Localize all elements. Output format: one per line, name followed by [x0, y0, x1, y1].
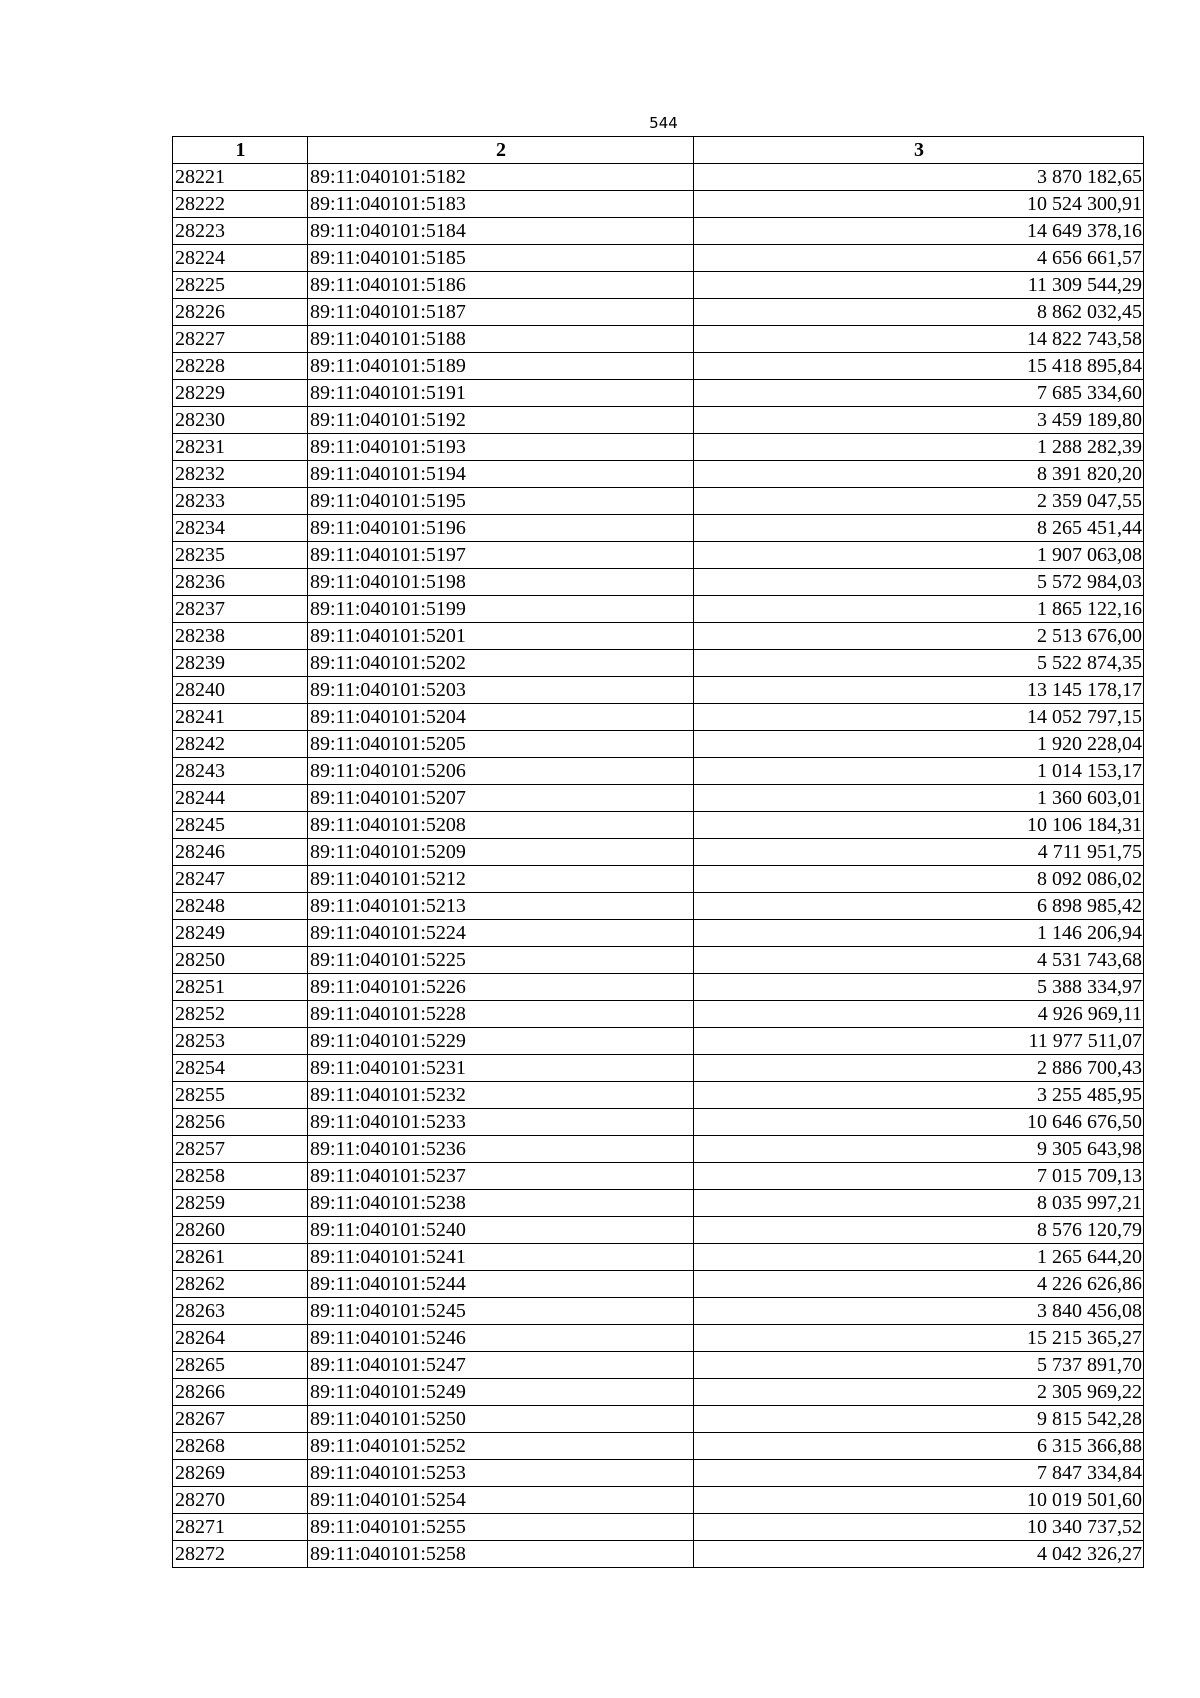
value-cell: 10 646 676,50 [694, 1109, 1144, 1136]
value-cell: 4 531 743,68 [694, 947, 1144, 974]
cadastral-number-cell: 89:11:040101:5191 [308, 380, 694, 407]
row-number-cell: 28229 [173, 380, 308, 407]
table-row [173, 623, 1144, 650]
cadastral-number-cell: 89:11:040101:5189 [308, 353, 694, 380]
row-number-cell: 28256 [173, 1109, 308, 1136]
header-col-2: 2 [308, 137, 694, 164]
table-row [173, 1217, 1144, 1244]
header-col-3: 3 [694, 137, 1144, 164]
table-row [173, 1082, 1144, 1109]
row-number-cell: 28265 [173, 1352, 308, 1379]
row-number-cell: 28268 [173, 1433, 308, 1460]
row-number-cell: 28257 [173, 1136, 308, 1163]
cadastral-number-cell: 89:11:040101:5226 [308, 974, 694, 1001]
value-cell: 10 106 184,31 [694, 812, 1144, 839]
cadastral-number-cell: 89:11:040101:5193 [308, 434, 694, 461]
row-number-cell: 28270 [173, 1487, 308, 1514]
value-cell: 6 315 366,88 [694, 1433, 1144, 1460]
row-number-cell: 28246 [173, 839, 308, 866]
value-cell: 4 926 969,11 [694, 1001, 1144, 1028]
row-number-cell: 28242 [173, 731, 308, 758]
row-number-cell: 28264 [173, 1325, 308, 1352]
row-number-cell: 28223 [173, 218, 308, 245]
row-number-cell: 28235 [173, 542, 308, 569]
table-row [173, 758, 1144, 785]
table-row [173, 947, 1144, 974]
page-number: 544 [649, 114, 678, 132]
value-cell: 7 015 709,13 [694, 1163, 1144, 1190]
row-number-cell: 28271 [173, 1514, 308, 1541]
table-row [173, 326, 1144, 353]
value-cell: 8 391 820,20 [694, 461, 1144, 488]
row-number-cell: 28224 [173, 245, 308, 272]
value-cell: 3 840 456,08 [694, 1298, 1144, 1325]
cadastral-number-cell: 89:11:040101:5241 [308, 1244, 694, 1271]
table-row [173, 839, 1144, 866]
table-row [173, 434, 1144, 461]
table-row [173, 191, 1144, 218]
cadastral-number-cell: 89:11:040101:5247 [308, 1352, 694, 1379]
cadastral-number-cell: 89:11:040101:5205 [308, 731, 694, 758]
row-number-cell: 28253 [173, 1028, 308, 1055]
cadastral-number-cell: 89:11:040101:5196 [308, 515, 694, 542]
cadastral-number-cell: 89:11:040101:5224 [308, 920, 694, 947]
cadastral-number-cell: 89:11:040101:5238 [308, 1190, 694, 1217]
table-row [173, 1460, 1144, 1487]
value-cell: 9 305 643,98 [694, 1136, 1144, 1163]
value-cell: 1 014 153,17 [694, 758, 1144, 785]
cadastral-number-cell: 89:11:040101:5252 [308, 1433, 694, 1460]
value-cell: 6 898 985,42 [694, 893, 1144, 920]
table-row [173, 569, 1144, 596]
value-cell: 3 255 485,95 [694, 1082, 1144, 1109]
value-cell: 14 052 797,15 [694, 704, 1144, 731]
table-header [173, 137, 1144, 164]
table-row [173, 920, 1144, 947]
cadastral-number-cell: 89:11:040101:5186 [308, 272, 694, 299]
cadastral-number-cell: 89:11:040101:5185 [308, 245, 694, 272]
cadastral-number-cell: 89:11:040101:5255 [308, 1514, 694, 1541]
table-row [173, 650, 1144, 677]
table-row [173, 218, 1144, 245]
row-number-cell: 28240 [173, 677, 308, 704]
cadastral-number-cell: 89:11:040101:5201 [308, 623, 694, 650]
value-cell: 4 042 326,27 [694, 1541, 1144, 1568]
registry-table [172, 136, 1144, 1568]
row-number-cell: 28232 [173, 461, 308, 488]
value-cell: 1 920 228,04 [694, 731, 1144, 758]
row-number-cell: 28259 [173, 1190, 308, 1217]
cadastral-number-cell: 89:11:040101:5236 [308, 1136, 694, 1163]
row-number-cell: 28252 [173, 1001, 308, 1028]
table-row [173, 1190, 1144, 1217]
cadastral-number-cell: 89:11:040101:5212 [308, 866, 694, 893]
row-number-cell: 28250 [173, 947, 308, 974]
value-cell: 1 907 063,08 [694, 542, 1144, 569]
value-cell: 14 649 378,16 [694, 218, 1144, 245]
header-row [173, 137, 1144, 164]
table-row [173, 974, 1144, 1001]
row-number-cell: 28222 [173, 191, 308, 218]
header-col-1: 1 [173, 137, 308, 164]
row-number-cell: 28239 [173, 650, 308, 677]
row-number-cell: 28230 [173, 407, 308, 434]
value-cell: 1 146 206,94 [694, 920, 1144, 947]
row-number-cell: 28221 [173, 164, 308, 191]
value-cell: 9 815 542,28 [694, 1406, 1144, 1433]
cadastral-number-cell: 89:11:040101:5225 [308, 947, 694, 974]
value-cell: 2 886 700,43 [694, 1055, 1144, 1082]
table-row [173, 1028, 1144, 1055]
table-row [173, 461, 1144, 488]
cadastral-number-cell: 89:11:040101:5258 [308, 1541, 694, 1568]
row-number-cell: 28245 [173, 812, 308, 839]
row-number-cell: 28227 [173, 326, 308, 353]
value-cell: 7 847 334,84 [694, 1460, 1144, 1487]
row-number-cell: 28231 [173, 434, 308, 461]
value-cell: 3 459 189,80 [694, 407, 1144, 434]
cadastral-number-cell: 89:11:040101:5198 [308, 569, 694, 596]
cadastral-number-cell: 89:11:040101:5195 [308, 488, 694, 515]
table-row [173, 164, 1144, 191]
table-row [173, 1433, 1144, 1460]
value-cell: 5 572 984,03 [694, 569, 1144, 596]
value-cell: 11 309 544,29 [694, 272, 1144, 299]
value-cell: 5 737 891,70 [694, 1352, 1144, 1379]
cadastral-number-cell: 89:11:040101:5188 [308, 326, 694, 353]
value-cell: 8 862 032,45 [694, 299, 1144, 326]
cadastral-number-cell: 89:11:040101:5197 [308, 542, 694, 569]
cadastral-number-cell: 89:11:040101:5183 [308, 191, 694, 218]
row-number-cell: 28244 [173, 785, 308, 812]
value-cell: 4 711 951,75 [694, 839, 1144, 866]
row-number-cell: 28272 [173, 1541, 308, 1568]
table-row [173, 1325, 1144, 1352]
value-cell: 8 576 120,79 [694, 1217, 1144, 1244]
row-number-cell: 28236 [173, 569, 308, 596]
cadastral-number-cell: 89:11:040101:5208 [308, 812, 694, 839]
table-row [173, 1514, 1144, 1541]
row-number-cell: 28247 [173, 866, 308, 893]
row-number-cell: 28249 [173, 920, 308, 947]
value-cell: 3 870 182,65 [694, 164, 1144, 191]
value-cell: 10 340 737,52 [694, 1514, 1144, 1541]
table-row [173, 245, 1144, 272]
value-cell: 13 145 178,17 [694, 677, 1144, 704]
cadastral-number-cell: 89:11:040101:5244 [308, 1271, 694, 1298]
row-number-cell: 28262 [173, 1271, 308, 1298]
table-row [173, 353, 1144, 380]
value-cell: 2 513 676,00 [694, 623, 1144, 650]
row-number-cell: 28251 [173, 974, 308, 1001]
value-cell: 1 288 282,39 [694, 434, 1144, 461]
value-cell: 10 524 300,91 [694, 191, 1144, 218]
cadastral-number-cell: 89:11:040101:5237 [308, 1163, 694, 1190]
table-row [173, 515, 1144, 542]
value-cell: 15 418 895,84 [694, 353, 1144, 380]
table-row [173, 1406, 1144, 1433]
table-row [173, 1271, 1144, 1298]
cadastral-number-cell: 89:11:040101:5246 [308, 1325, 694, 1352]
table-row [173, 731, 1144, 758]
value-cell: 4 656 661,57 [694, 245, 1144, 272]
cadastral-number-cell: 89:11:040101:5187 [308, 299, 694, 326]
cadastral-number-cell: 89:11:040101:5233 [308, 1109, 694, 1136]
row-number-cell: 28243 [173, 758, 308, 785]
row-number-cell: 28237 [173, 596, 308, 623]
table-row [173, 1001, 1144, 1028]
cadastral-number-cell: 89:11:040101:5254 [308, 1487, 694, 1514]
table-row [173, 1379, 1144, 1406]
row-number-cell: 28254 [173, 1055, 308, 1082]
cadastral-number-cell: 89:11:040101:5199 [308, 596, 694, 623]
cadastral-number-cell: 89:11:040101:5229 [308, 1028, 694, 1055]
table-row [173, 1136, 1144, 1163]
cadastral-number-cell: 89:11:040101:5240 [308, 1217, 694, 1244]
row-number-cell: 28261 [173, 1244, 308, 1271]
table-row [173, 1352, 1144, 1379]
table-row [173, 488, 1144, 515]
row-number-cell: 28269 [173, 1460, 308, 1487]
cadastral-number-cell: 89:11:040101:5232 [308, 1082, 694, 1109]
table-body [173, 164, 1144, 1568]
value-cell: 10 019 501,60 [694, 1487, 1144, 1514]
row-number-cell: 28233 [173, 488, 308, 515]
value-cell: 2 305 969,22 [694, 1379, 1144, 1406]
value-cell: 11 977 511,07 [694, 1028, 1144, 1055]
cadastral-number-cell: 89:11:040101:5231 [308, 1055, 694, 1082]
row-number-cell: 28241 [173, 704, 308, 731]
row-number-cell: 28258 [173, 1163, 308, 1190]
row-number-cell: 28263 [173, 1298, 308, 1325]
table-row [173, 1298, 1144, 1325]
row-number-cell: 28238 [173, 623, 308, 650]
table-row [173, 596, 1144, 623]
table-row [173, 272, 1144, 299]
row-number-cell: 28255 [173, 1082, 308, 1109]
cadastral-number-cell: 89:11:040101:5213 [308, 893, 694, 920]
table-row [173, 299, 1144, 326]
cadastral-number-cell: 89:11:040101:5206 [308, 758, 694, 785]
table-row [173, 785, 1144, 812]
table-row [173, 893, 1144, 920]
value-cell: 1 865 122,16 [694, 596, 1144, 623]
table-row [173, 1487, 1144, 1514]
cadastral-number-cell: 89:11:040101:5245 [308, 1298, 694, 1325]
value-cell: 2 359 047,55 [694, 488, 1144, 515]
table-row [173, 704, 1144, 731]
cadastral-number-cell: 89:11:040101:5192 [308, 407, 694, 434]
row-number-cell: 28234 [173, 515, 308, 542]
cadastral-number-cell: 89:11:040101:5194 [308, 461, 694, 488]
table-row [173, 1055, 1144, 1082]
cadastral-number-cell: 89:11:040101:5250 [308, 1406, 694, 1433]
value-cell: 1 360 603,01 [694, 785, 1144, 812]
table-row [173, 542, 1144, 569]
value-cell: 14 822 743,58 [694, 326, 1144, 353]
cadastral-number-cell: 89:11:040101:5202 [308, 650, 694, 677]
row-number-cell: 28248 [173, 893, 308, 920]
cadastral-number-cell: 89:11:040101:5253 [308, 1460, 694, 1487]
table-row [173, 407, 1144, 434]
cadastral-number-cell: 89:11:040101:5228 [308, 1001, 694, 1028]
table-row [173, 1109, 1144, 1136]
cadastral-number-cell: 89:11:040101:5207 [308, 785, 694, 812]
row-number-cell: 28226 [173, 299, 308, 326]
cadastral-number-cell: 89:11:040101:5209 [308, 839, 694, 866]
table-row [173, 1163, 1144, 1190]
table-row [173, 1541, 1144, 1568]
value-cell: 1 265 644,20 [694, 1244, 1144, 1271]
table-row [173, 1244, 1144, 1271]
row-number-cell: 28266 [173, 1379, 308, 1406]
row-number-cell: 28260 [173, 1217, 308, 1244]
table-row [173, 812, 1144, 839]
cadastral-number-cell: 89:11:040101:5184 [308, 218, 694, 245]
value-cell: 5 388 334,97 [694, 974, 1144, 1001]
row-number-cell: 28228 [173, 353, 308, 380]
cadastral-number-cell: 89:11:040101:5204 [308, 704, 694, 731]
value-cell: 8 092 086,02 [694, 866, 1144, 893]
cadastral-number-cell: 89:11:040101:5182 [308, 164, 694, 191]
cadastral-number-cell: 89:11:040101:5203 [308, 677, 694, 704]
row-number-cell: 28267 [173, 1406, 308, 1433]
value-cell: 8 035 997,21 [694, 1190, 1144, 1217]
row-number-cell: 28225 [173, 272, 308, 299]
table-row [173, 677, 1144, 704]
table-row [173, 866, 1144, 893]
value-cell: 15 215 365,27 [694, 1325, 1144, 1352]
value-cell: 4 226 626,86 [694, 1271, 1144, 1298]
value-cell: 7 685 334,60 [694, 380, 1144, 407]
value-cell: 8 265 451,44 [694, 515, 1144, 542]
cadastral-number-cell: 89:11:040101:5249 [308, 1379, 694, 1406]
value-cell: 5 522 874,35 [694, 650, 1144, 677]
table-row [173, 380, 1144, 407]
